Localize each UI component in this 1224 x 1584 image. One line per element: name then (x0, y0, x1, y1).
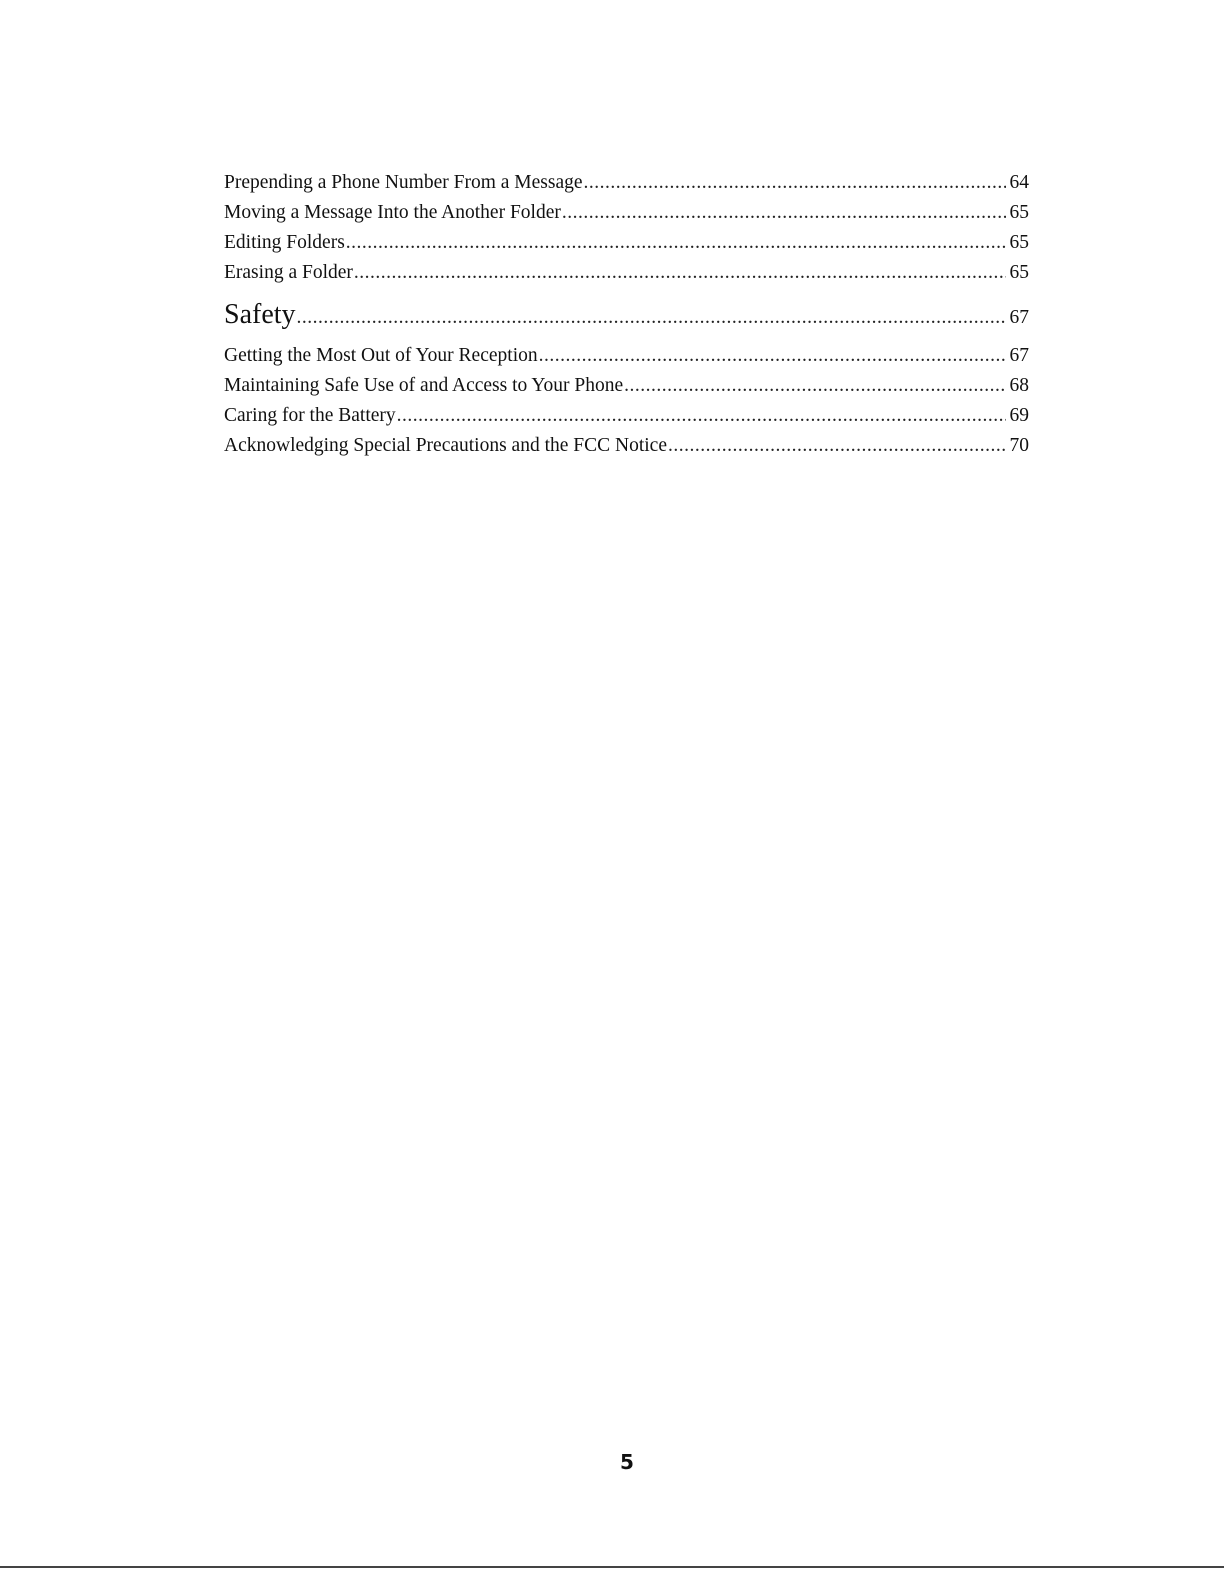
table-of-contents (224, 168, 1029, 461)
toc-entry-title: Prepending a Phone Number From a Message (224, 172, 583, 193)
toc-entry[interactable] (224, 168, 1029, 198)
dot-leader (346, 228, 1006, 258)
toc-entry[interactable] (224, 341, 1029, 371)
toc-entry-title: Erasing a Folder (224, 262, 353, 283)
toc-section-page: 67 (1009, 307, 1029, 328)
toc-entry-page: 64 (1009, 172, 1029, 193)
dot-leader (624, 371, 1006, 401)
page-number: 5 (620, 1450, 634, 1474)
toc-entry-page: 70 (1009, 435, 1029, 456)
dot-leader (562, 198, 1006, 228)
toc-entry-page: 65 (1009, 232, 1029, 253)
dot-leader (584, 168, 1006, 198)
toc-entry[interactable] (224, 401, 1029, 431)
toc-entry-page: 65 (1009, 262, 1029, 283)
toc-entry[interactable] (224, 258, 1029, 288)
toc-entry[interactable] (224, 371, 1029, 401)
toc-entry-title: Editing Folders (224, 232, 345, 253)
dot-leader (297, 295, 1006, 341)
toc-entry-title: Maintaining Safe Use of and Access to Your Phone (224, 375, 624, 396)
toc-entry-title: Moving a Message Into the Another Folder (224, 202, 561, 223)
toc-entry-page: 67 (1009, 345, 1029, 366)
toc-entry[interactable] (224, 198, 1029, 228)
toc-entry-page: 68 (1009, 375, 1029, 396)
toc-entry-title: Getting the Most Out of Your Reception (224, 345, 538, 366)
dot-leader (539, 341, 1006, 371)
dot-leader (354, 258, 1006, 288)
toc-entry-title: Acknowledging Special Precautions and the FCC Notice (224, 435, 667, 456)
toc-section-title: Safety (224, 299, 296, 330)
toc-section-heading[interactable] (224, 292, 1029, 338)
dot-leader (668, 431, 1006, 461)
bottom-divider (0, 1566, 1224, 1568)
dot-leader (397, 401, 1006, 431)
toc-entry-page: 65 (1009, 202, 1029, 223)
toc-entry-title: Caring for the Battery (224, 405, 396, 426)
toc-entry[interactable] (224, 431, 1029, 461)
toc-entry-page: 69 (1009, 405, 1029, 426)
toc-entry[interactable] (224, 228, 1029, 258)
